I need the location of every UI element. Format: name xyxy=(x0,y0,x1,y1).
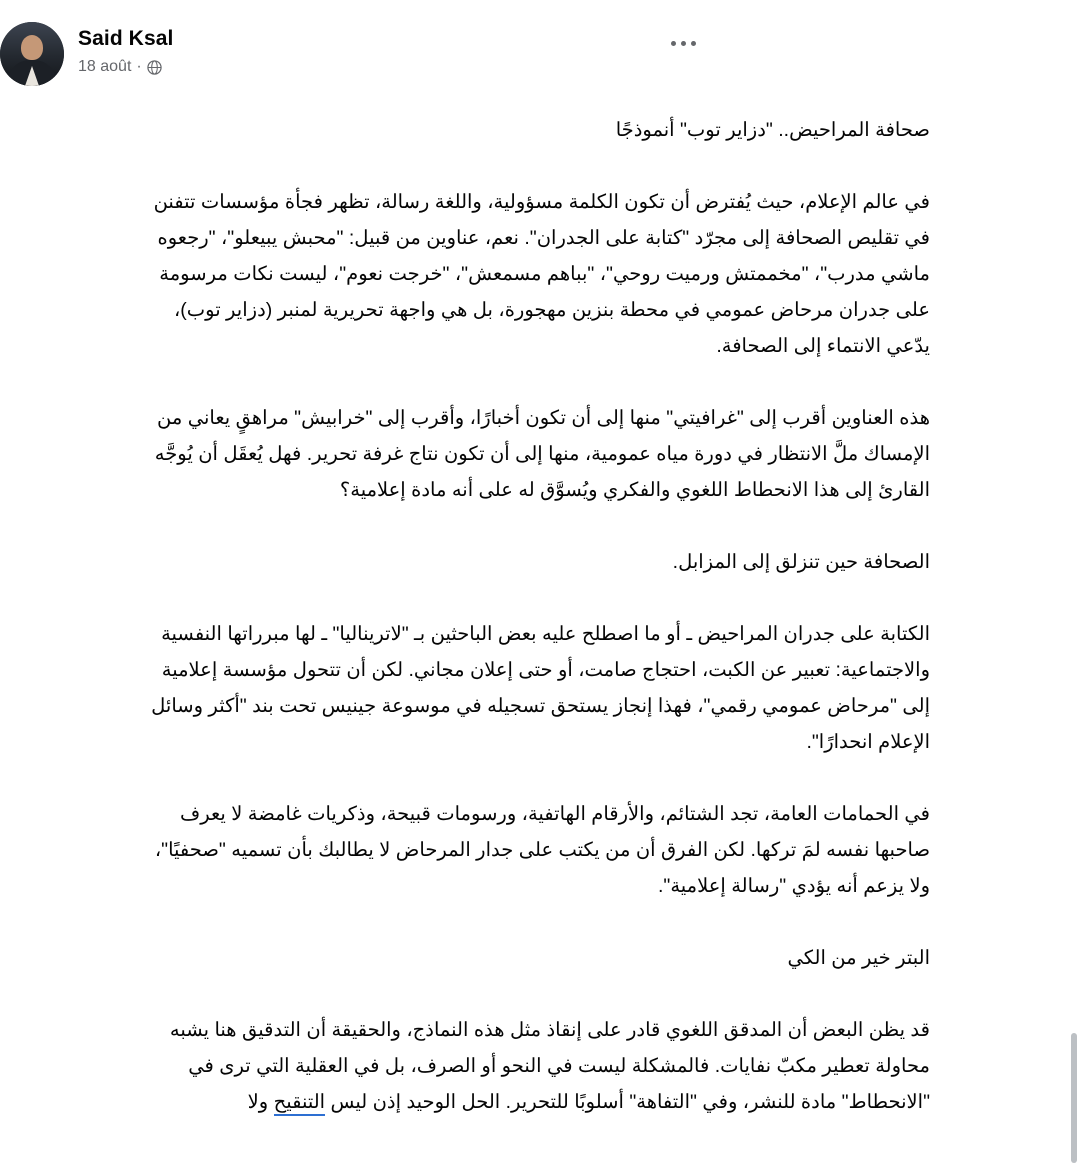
paragraph-text-before-link: قد يظن البعض أن المدقق اللغوي قادر على إنقاذ مثل هذه النماذج، والحقيقة أن التدقيق هنا يشبه محاولة تعطير مكبّ نفايات. فالمشكلة ليست في النحو أو الصرف، بل في العقلية التي ترى في "الانحطاط" مادة للنشر، وفي "التفاهة" أسلوبًا للتحرير. الحل الوحيد إذن ليس xyxy=(169,1019,930,1113)
post-paragraph-truncated xyxy=(150,1012,930,1120)
more-dot xyxy=(681,41,686,46)
post-body xyxy=(150,112,930,1120)
avatar[interactable] xyxy=(0,22,64,86)
post-header-text xyxy=(78,22,173,77)
page-scrollbar[interactable] xyxy=(1071,1033,1077,1163)
paragraph-text-after-link: ولا xyxy=(247,1091,274,1113)
post-paragraph-title: صحافة المراحيض.. "دزاير توب" أنموذجًا xyxy=(615,119,930,141)
globe-icon[interactable] xyxy=(147,60,162,75)
more-dot xyxy=(671,41,676,46)
meta-separator: · xyxy=(136,58,142,75)
post-meta xyxy=(78,57,173,77)
inline-link[interactable]: التنقيح xyxy=(274,1091,325,1116)
post-paragraph: في عالم الإعلام، حيث يُفترض أن تكون الكلمة مسؤولية، واللغة رسالة، تظهر فجأة مؤسسات تتفنن في تقليص الصحافة إلى مجرّد "كتابة على الجدران". نعم، عناوين من قبيل: "محبش يبيعلو"، "رجعوه ماشي مدرب"، "مخممتش ورميت روحي"، "بباهم مسمعش"، "خرجت نعوم"، ليست نكات مرسومة على جدران مرحاض عمومي في محطة بنزين مهجورة، بل هي واجهة تحريرية لمنبر (دزاير توب)، يدّعي الانتماء إلى الصحافة. xyxy=(153,191,930,357)
post-paragraph: الصحافة حين تنزلق إلى المزابل. xyxy=(672,551,930,573)
post-paragraph: هذه العناوين أقرب إلى "غرافيتي" منها إلى أن تكون أخبارًا، وأقرب إلى "خرابيش" مراهقٍ يعاني من الإمساك ملَّ الانتظار في دورة مياه عمومية، منها إلى أن تكون نتاج غرفة تحرير. فهل يُعقَل أن يُوجَّه القارئ إلى هذا الانحطاط اللغوي والفكري ويُسوَّق له على أنه مادة إعلامية؟ xyxy=(154,407,930,501)
post-paragraph: في الحمامات العامة، تجد الشتائم، والأرقام الهاتفية، ورسومات قبيحة، وذكريات غامضة لا يعرف صاحبها نفسه لمَ تركها. لكن الفرق أن من يكتب على جدار المرحاض لا يطالبك بأن تسميه "صحفيًا"، ولا يزعم أنه يؤدي "رسالة إعلامية". xyxy=(154,803,930,897)
post-header xyxy=(0,0,872,86)
avatar-head xyxy=(21,35,43,60)
more-options-icon[interactable] xyxy=(664,30,702,56)
post-paragraph: الكتابة على جدران المراحيض ـ أو ما اصطلح عليه بعض الباحثين بـ "لاتريناليا" ـ لها مبرراتها النفسية والاجتماعية: تعبير عن الكبت، احتجاج صامت، أو حتى إعلان مجاني. لكن أن تتحول مؤسسة إعلامية إلى "مرحاض عمومي رقمي"، فهذا إنجاز يستحق تسجيله في موسوعة جينيس تحت بند "أكثر وسائل الإعلام انحدارًا". xyxy=(151,623,930,753)
post-paragraph: البتر خير من الكي xyxy=(787,947,930,969)
more-dot xyxy=(691,41,696,46)
author-name[interactable]: Said Ksal xyxy=(78,27,174,50)
post-date[interactable]: 18 août xyxy=(78,58,132,75)
